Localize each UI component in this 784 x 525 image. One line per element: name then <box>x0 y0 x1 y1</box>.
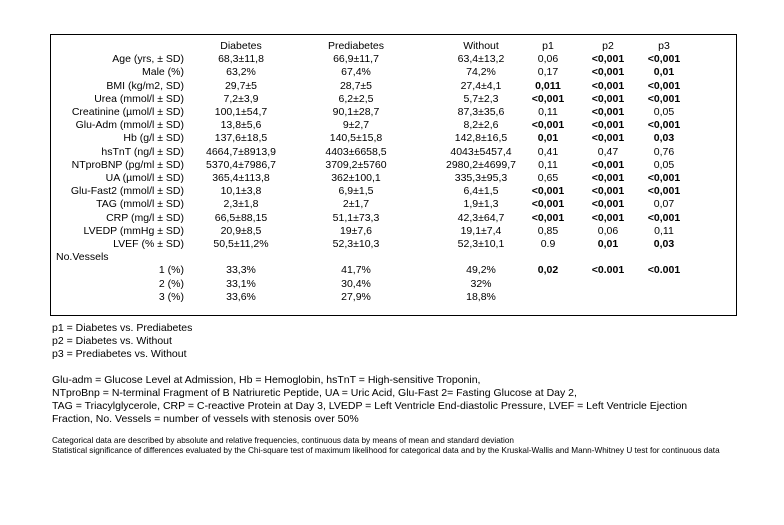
row-label-cell <box>51 66 184 79</box>
table-cell: 52,3±10,3 <box>332 238 380 250</box>
table-cell: <0,001 <box>591 53 625 66</box>
table-row <box>51 66 736 79</box>
table-row <box>51 185 736 198</box>
table-cell: 8,2±2,6 <box>463 119 499 132</box>
row-label: Creatinine (µmol/l ± SD) <box>71 106 184 118</box>
table-cell: <0,001 <box>531 211 565 224</box>
row-label-cell <box>51 238 184 251</box>
row-label-cell <box>51 132 184 145</box>
table-cell: <0,001 <box>647 172 681 184</box>
table-cell: 63,2% <box>226 66 256 79</box>
row-label: Hb (g/l ± SD) <box>123 132 184 145</box>
table-cell: 142,8±16,5 <box>454 132 508 145</box>
table-row <box>51 80 736 93</box>
table-row <box>51 159 736 172</box>
table-cell: 3709,2±5760 <box>325 158 387 171</box>
table-cell: 0,06 <box>597 224 619 237</box>
row-label: Age (yrs, ± SD) <box>112 53 184 66</box>
abbreviation-line: Glu-adm = Glucose Level at Admission, Hb = Hemoglobin, hsTnT = High-sensitive Troponin, <box>52 373 481 386</box>
table-row <box>51 93 736 106</box>
table-cell: 50,5±11,2% <box>213 238 269 250</box>
table-cell: 28,7±5 <box>339 79 373 92</box>
table-cell: <0,001 <box>591 79 625 92</box>
row-label: 1 (%) <box>158 264 184 277</box>
row-label: 2 (%) <box>158 277 184 290</box>
table-cell: 0,65 <box>537 172 559 184</box>
table-cell: 27,9% <box>341 290 371 303</box>
table-row <box>51 172 736 185</box>
methods-line: Categorical data are described by absolute and relative frequencies, continuous data by means of mean and standard deviation <box>52 436 514 446</box>
table-row <box>51 119 736 132</box>
table-row <box>51 53 736 66</box>
table-cell: 1,9±1,3 <box>463 198 499 211</box>
table-row <box>51 212 736 225</box>
table-cell: 6,2±2,5 <box>338 92 374 105</box>
row-label: BMI (kg/m2, SD) <box>106 79 184 92</box>
row-label: TAG (mmol/l ± SD) <box>96 198 184 211</box>
table-cell: 51,1±73,3 <box>332 211 380 224</box>
table-cell: 4664,7±8913,9 <box>206 145 276 158</box>
table-cell: 0,01 <box>537 132 559 145</box>
table-cell: <0,001 <box>591 185 625 198</box>
row-label: Glu-Adm (mmol/l ± SD) <box>75 119 184 132</box>
p-definitions <box>52 322 772 362</box>
row-label: Urea (mmol/l ± SD) <box>94 92 184 105</box>
table-cell: <0,001 <box>531 185 565 198</box>
table-cell: 27,4±4,1 <box>460 79 502 92</box>
table-row <box>51 225 736 238</box>
table-cell: 0,11 <box>538 158 558 171</box>
header-row <box>51 40 736 53</box>
row-label: CRP (mg/l ± SD) <box>106 211 184 224</box>
table-cell: 19±7,6 <box>339 224 373 237</box>
table-cell: <0,001 <box>591 119 625 132</box>
table-cell: 90,1±28,7 <box>332 106 380 118</box>
abbreviation-line: NTproBnp = N-terminal Fragment of B Natriuretic Peptide, UA = Uric Acid, Glu-Fast 2= Fasting Glucose at Day 2, <box>52 386 577 399</box>
abbreviation-line: Fraction, No. Vessels = number of vessels with stenosis over 50% <box>52 413 359 426</box>
row-label: Glu-Fast2 (mmol/l ± SD) <box>70 185 184 198</box>
table-cell: 0,47 <box>597 145 619 158</box>
table-cell: <0,001 <box>591 172 625 184</box>
table-cell: 100,1±54,7 <box>214 106 268 118</box>
table-cell: 33,3% <box>226 264 256 277</box>
row-label-cell <box>51 119 184 132</box>
table-cell: <0.001 <box>591 264 625 277</box>
table-cell: 0,76 <box>653 145 675 158</box>
table-cell: 4403±6658,5 <box>325 145 387 158</box>
table-cell: 0,01 <box>653 66 675 79</box>
table-cell: 49,2% <box>466 264 496 277</box>
row-label-cell <box>51 291 184 304</box>
table-cell: <0,001 <box>591 92 625 105</box>
row-label: 3 (%) <box>158 290 184 303</box>
table-cell: 66,9±11,7 <box>333 53 379 66</box>
table-cell: 0,11 <box>654 224 674 237</box>
table-cell: <0,001 <box>531 119 565 132</box>
table-row <box>51 238 736 251</box>
table-cell: 5370,4±7986,7 <box>206 158 276 171</box>
table-cell: 18,8% <box>466 290 496 303</box>
table-row <box>51 278 736 291</box>
row-label: hsTnT (ng/l ± SD) <box>101 145 184 158</box>
row-label: Male (%) <box>141 66 184 79</box>
p2-definition: p2 = Diabetes vs. Without <box>52 335 172 348</box>
table-cell: 0,05 <box>653 106 675 118</box>
table-cell: 0,07 <box>653 198 675 211</box>
row-label-cell <box>51 264 184 277</box>
table-cell: 19,1±7,4 <box>460 224 502 237</box>
table-cell: 0,41 <box>537 145 559 158</box>
row-label: UA (µmol/l ± SD) <box>105 172 184 184</box>
row-label-cell <box>51 225 184 238</box>
table-cell: <0,001 <box>647 92 681 105</box>
methods-notes <box>52 436 772 455</box>
table-row <box>51 132 736 145</box>
table-cell: 33,6% <box>226 290 256 303</box>
table-cell: <0,001 <box>647 119 681 132</box>
vessels-title-row <box>51 251 736 264</box>
row-label-cell <box>51 198 184 211</box>
table-cell: <0,001 <box>531 92 565 105</box>
table-cell: 20,9±8,5 <box>220 224 262 237</box>
table-cell: 41,7% <box>341 264 371 277</box>
column-header: p1 <box>542 40 554 52</box>
table-cell: <0,001 <box>647 53 681 66</box>
p1-definition: p1 = Diabetes vs. Prediabetes <box>52 322 193 334</box>
row-label: NTproBNP (pg/ml ± SD) <box>71 158 184 171</box>
table-cell: 0,02 <box>537 264 559 277</box>
row-label-cell <box>51 93 184 106</box>
table-cell: 137,6±18,5 <box>214 132 268 145</box>
table-cell: 10,1±3,8 <box>220 185 262 198</box>
table-cell: 0,06 <box>537 53 559 66</box>
table-cell: <0,001 <box>591 158 625 171</box>
table-row <box>51 146 736 159</box>
table-cell: 63,4±13,2 <box>457 53 505 66</box>
table-cell: 140,5±15,8 <box>329 132 383 145</box>
table-cell: <0,001 <box>591 211 625 224</box>
table-cell: 33,1% <box>226 277 256 290</box>
table-cell: 30,4% <box>341 277 371 290</box>
table-cell: 0,17 <box>537 66 559 79</box>
table-cell: 87,3±35,6 <box>457 106 505 118</box>
table-cell: 362±100,1 <box>331 172 381 184</box>
table-cell: <0,001 <box>591 198 625 211</box>
row-label: LVEDP (mmHg ± SD) <box>83 224 184 237</box>
row-label-cell <box>51 159 184 172</box>
table-cell: <0,001 <box>591 132 625 145</box>
table-cell: 42,3±64,7 <box>457 211 505 224</box>
table-notes <box>52 322 772 456</box>
table-cell: 6,9±1,5 <box>338 185 374 198</box>
table-row <box>51 291 736 304</box>
methods-line: Statistical significance of differences evaluated by the Chi-square test of maximum likelihood for categorical data and by the Kruskal-Wallis and Mann-Whitney U test for continuous data <box>52 446 720 456</box>
row-label-cell <box>51 80 184 93</box>
table-cell: 7,2±3,9 <box>223 92 259 105</box>
results-table <box>50 34 737 316</box>
table-cell: <0,001 <box>647 79 681 92</box>
table-cell: 9±2,7 <box>342 119 370 132</box>
table-cell: <0,001 <box>591 106 625 118</box>
row-label-cell <box>51 185 184 198</box>
row-label-cell <box>51 212 184 225</box>
table-cell: 0.9 <box>540 238 556 250</box>
table-cell: 2,3±1,8 <box>223 198 259 211</box>
table-cell: 13,8±5,6 <box>220 119 262 132</box>
table-cell: 0,03 <box>653 132 675 145</box>
table-cell: <0,001 <box>647 211 681 224</box>
table-cell: 32% <box>470 277 492 290</box>
abbreviations <box>52 374 772 427</box>
table-cell: 67,4% <box>341 66 371 79</box>
table-cell: 29,7±5 <box>224 79 258 92</box>
column-header: Prediabetes <box>327 40 385 52</box>
p3-definition: p3 = Prediabetes vs. Without <box>52 348 187 361</box>
table-cell: <0,001 <box>591 66 625 79</box>
table-cell: 0,85 <box>537 224 559 237</box>
table-row <box>51 106 736 119</box>
table-cell: 2980,2±4699,7 <box>446 158 516 171</box>
table-cell: 0,01 <box>597 238 619 250</box>
table-cell: 6,4±1,5 <box>463 185 499 198</box>
table-row <box>51 264 736 277</box>
row-label-cell <box>51 146 184 159</box>
table-cell: 74,2% <box>466 66 496 79</box>
column-header: Without <box>463 40 499 52</box>
row-label: LVEF (% ± SD) <box>113 238 184 250</box>
table-cell: 2±1,7 <box>342 198 370 211</box>
table-cell: 0,03 <box>653 238 675 250</box>
table-cell: 0,11 <box>538 106 558 118</box>
vessels-title: No.Vessels <box>56 251 109 264</box>
row-label-cell <box>51 106 184 119</box>
table-cell: 52,3±10,1 <box>457 238 505 250</box>
column-header: p2 <box>602 40 614 52</box>
table-cell: 0,05 <box>653 158 675 171</box>
table-cell: 66,5±88,15 <box>214 211 268 224</box>
abbreviation-line: TAG = Triacylglycerole, CRP = C-reactive Protein at Day 3, LVEDP = Left Ventricle End-diastolic Pressure, LVEF = Left Ventricle Ejection <box>52 400 688 413</box>
table-cell: <0,001 <box>531 198 565 211</box>
row-label-cell <box>51 172 184 185</box>
table-cell: <0,001 <box>647 185 681 198</box>
table-cell: <0.001 <box>647 264 681 277</box>
row-label-cell <box>51 278 184 291</box>
table-cell: 5,7±2,3 <box>463 92 499 105</box>
column-header: Diabetes <box>220 40 262 52</box>
table-cell: 335,3±95,3 <box>454 172 508 184</box>
table-cell: 68,3±11,8 <box>218 53 264 66</box>
row-label-cell <box>51 53 184 66</box>
column-header: p3 <box>658 40 670 52</box>
table-cell: 4043±5457,4 <box>450 145 512 158</box>
table-cell: 0,011 <box>535 79 561 92</box>
table-cell: 365,4±113,8 <box>212 172 270 184</box>
table-row <box>51 198 736 211</box>
